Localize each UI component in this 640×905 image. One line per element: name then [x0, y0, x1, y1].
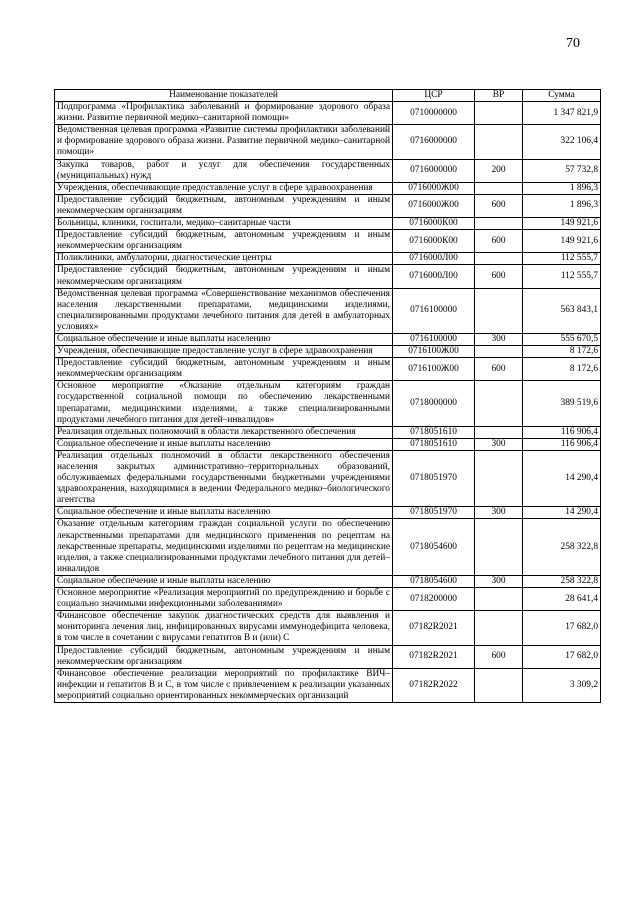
- table-row: [55, 253, 601, 265]
- cell-csr: 0718051970: [393, 450, 475, 506]
- cell-sum: 563 843,1: [523, 288, 601, 333]
- cell-vr: [475, 426, 523, 438]
- table-row: [55, 575, 601, 587]
- cell-vr: [475, 288, 523, 333]
- header-name: Наименование показателей: [55, 90, 393, 102]
- cell-csr: 0716000000: [393, 125, 475, 159]
- cell-sum: 14 290,4: [523, 450, 601, 506]
- cell-name: Социальное обеспечение и иные выплаты населению: [55, 575, 393, 587]
- cell-sum: 17 682,0: [523, 645, 601, 668]
- cell-name: Ведомственная целевая программа «Совершенствование механизмов обеспечения населения лекарственными препаратами, медицинскими изделиями, специализированными продуктами лечебного питания для детей в амбулаторных условиях»: [55, 288, 393, 333]
- cell-vr: [475, 611, 523, 645]
- cell-vr: [475, 519, 523, 575]
- cell-csr: 0716100Ж00: [393, 358, 475, 381]
- cell-sum: 1 347 821,9: [523, 102, 601, 125]
- cell-csr: 0716000Л00: [393, 253, 475, 265]
- cell-csr: 0718054600: [393, 519, 475, 575]
- cell-csr: 0718054600: [393, 575, 475, 587]
- cell-csr: 0718051610: [393, 438, 475, 450]
- cell-name: Финансовое обеспечение реализации мероприятий по профилактике ВИЧ–инфекции и гепатитов В и С, в том числе с привлечением к реализации указанных мероприятий социально ориентированных некоммерческих организаций: [55, 668, 393, 702]
- cell-csr: 07182R2021: [393, 645, 475, 668]
- cell-vr: 200: [475, 159, 523, 182]
- cell-name: Социальное обеспечение и иные выплаты населению: [55, 333, 393, 345]
- cell-vr: [475, 125, 523, 159]
- cell-vr: [475, 346, 523, 358]
- cell-sum: 149 921,6: [523, 230, 601, 253]
- table-row: [55, 645, 601, 668]
- budget-table: [54, 89, 601, 703]
- cell-name: Предоставление субсидий бюджетным, автономным учреждениям и иным некоммерческим организациям: [55, 358, 393, 381]
- table-row: [55, 588, 601, 611]
- table-header: [55, 90, 601, 102]
- cell-name: Предоставление субсидий бюджетным, автономным учреждениям и иным некоммерческим организациям: [55, 645, 393, 668]
- table-row: [55, 358, 601, 381]
- cell-sum: 28 641,4: [523, 588, 601, 611]
- cell-sum: 258 322,8: [523, 519, 601, 575]
- cell-sum: 112 555,7: [523, 265, 601, 288]
- cell-name: Подпрограмма «Профилактика заболеваний и формирование здорового образа жизни. Развитие первичной медико–санитарной помощи»: [55, 102, 393, 125]
- cell-vr: 600: [475, 358, 523, 381]
- table-row: [55, 519, 601, 575]
- cell-vr: 300: [475, 438, 523, 450]
- cell-sum: 258 322,8: [523, 575, 601, 587]
- cell-vr: 600: [475, 230, 523, 253]
- table-row: [55, 125, 601, 159]
- page-number: 70: [566, 36, 580, 51]
- cell-csr: 07182R2021: [393, 611, 475, 645]
- cell-csr: 0716000К00: [393, 230, 475, 253]
- table-row: [55, 182, 601, 194]
- cell-sum: 149 921,6: [523, 218, 601, 230]
- cell-name: Реализация отдельных полномочий в области лекарственного обеспечения: [55, 426, 393, 438]
- cell-sum: 8 172,6: [523, 346, 601, 358]
- cell-name: Больницы, клиники, госпитали, медико–санитарные части: [55, 218, 393, 230]
- cell-vr: 300: [475, 507, 523, 519]
- table-row: [55, 426, 601, 438]
- cell-sum: 3 309,2: [523, 668, 601, 702]
- cell-vr: 600: [475, 645, 523, 668]
- cell-sum: 8 172,6: [523, 358, 601, 381]
- cell-name: Поликлиники, амбулатории, диагностические центры: [55, 253, 393, 265]
- cell-vr: [475, 450, 523, 506]
- cell-vr: [475, 381, 523, 426]
- cell-sum: 555 670,5: [523, 333, 601, 345]
- table-row: [55, 507, 601, 519]
- cell-name: Учреждения, обеспечивающие предоставление услуг в сфере здравоохранения: [55, 346, 393, 358]
- cell-sum: 14 290,4: [523, 507, 601, 519]
- header-vr: ВР: [475, 90, 523, 102]
- cell-sum: 112 555,7: [523, 253, 601, 265]
- table-row: [55, 333, 601, 345]
- table-row: [55, 218, 601, 230]
- cell-name: Оказание отдельным категориям граждан социальной услуги по обеспечению лекарственными препаратами для медицинского применения по рецептам на лекарственные препараты, медицинскими изделиями по рецептам на медицинские изделия, а также специализированными продуктами лечебного питания для детей–инвалидов: [55, 519, 393, 575]
- cell-sum: 322 106,4: [523, 125, 601, 159]
- table-row: [55, 450, 601, 506]
- cell-name: Предоставление субсидий бюджетным, автономным учреждениям и иным некоммерческим организациям: [55, 230, 393, 253]
- header-row: [55, 90, 601, 102]
- table-row: [55, 346, 601, 358]
- cell-name: Предоставление субсидий бюджетным, автономным учреждениям и иным некоммерческим организациям: [55, 194, 393, 217]
- header-sum: Сумма: [523, 90, 601, 102]
- cell-vr: 600: [475, 194, 523, 217]
- cell-vr: 300: [475, 575, 523, 587]
- cell-sum: 116 906,4: [523, 438, 601, 450]
- cell-name: Предоставление субсидий бюджетным, автономным учреждениям и иным некоммерческим организациям: [55, 265, 393, 288]
- table-row: [55, 668, 601, 702]
- cell-sum: 1 896,3: [523, 182, 601, 194]
- table-row: [55, 265, 601, 288]
- cell-sum: 17 682,0: [523, 611, 601, 645]
- cell-csr: 0716100000: [393, 288, 475, 333]
- table-row: [55, 611, 601, 645]
- table-body: [55, 102, 601, 703]
- cell-sum: 116 906,4: [523, 426, 601, 438]
- cell-sum: 389 519,6: [523, 381, 601, 426]
- cell-name: Реализация отдельных полномочий в области лекарственного обеспечения населения закрытых административно–территориальных образований, обслуживаемых федеральными государственными бюджетными учреждениями здравоохранения, находящимися в ведении Федерального медико–биологического агентства: [55, 450, 393, 506]
- table-row: [55, 438, 601, 450]
- cell-vr: 300: [475, 333, 523, 345]
- cell-sum: 1 896,3: [523, 194, 601, 217]
- table-row: [55, 288, 601, 333]
- cell-csr: 0718051610: [393, 426, 475, 438]
- cell-name: Ведомственная целевая программа «Развитие системы профилактики заболеваний и формирование здорового образа жизни. Развитие первичной медико–санитарной помощи»: [55, 125, 393, 159]
- cell-vr: 600: [475, 265, 523, 288]
- cell-csr: 0716000Ж00: [393, 182, 475, 194]
- cell-csr: 0716100Ж00: [393, 346, 475, 358]
- cell-name: Закупка товаров, работ и услуг для обеспечения государственных (муниципальных) нужд: [55, 159, 393, 182]
- cell-csr: 0716000Л00: [393, 265, 475, 288]
- cell-vr: [475, 182, 523, 194]
- cell-csr: 0716000000: [393, 159, 475, 182]
- cell-name: Финансовое обеспечение закупок диагностических средств для выявления и мониторинга лечения лиц, инфицированных вирусами иммунодефицита человека, в том числе в сочетании с вирусами гепатитов В и (или) С: [55, 611, 393, 645]
- cell-name: Социальное обеспечение и иные выплаты населению: [55, 438, 393, 450]
- header-csr: ЦСР: [393, 90, 475, 102]
- table-row: [55, 381, 601, 426]
- cell-csr: 0716000Ж00: [393, 194, 475, 217]
- cell-name: Основное мероприятие «Оказание отдельным категориям граждан государственной социальной помощи по обеспечению лекарственными препаратами, медицинскими изделиями, а также специализированными продуктами лечебного питания для детей–инвалидов»: [55, 381, 393, 426]
- cell-csr: 0718200000: [393, 588, 475, 611]
- cell-name: Социальное обеспечение и иные выплаты населению: [55, 507, 393, 519]
- cell-csr: 0718000000: [393, 381, 475, 426]
- cell-vr: [475, 218, 523, 230]
- cell-csr: 0710000000: [393, 102, 475, 125]
- cell-vr: [475, 253, 523, 265]
- cell-csr: 0716000К00: [393, 218, 475, 230]
- cell-name: Основное мероприятие «Реализация мероприятий по предупреждению и борьбе с социально значимыми инфекционными заболеваниями»: [55, 588, 393, 611]
- table-row: [55, 194, 601, 217]
- table-row: [55, 102, 601, 125]
- cell-csr: 0718051970: [393, 507, 475, 519]
- cell-vr: [475, 588, 523, 611]
- cell-vr: [475, 668, 523, 702]
- cell-name: Учреждения, обеспечивающие предоставление услуг в сфере здравоохранения: [55, 182, 393, 194]
- table-row: [55, 230, 601, 253]
- cell-sum: 57 732,8: [523, 159, 601, 182]
- cell-vr: [475, 102, 523, 125]
- cell-csr: 07182R2022: [393, 668, 475, 702]
- table-row: [55, 159, 601, 182]
- cell-csr: 0716100000: [393, 333, 475, 345]
